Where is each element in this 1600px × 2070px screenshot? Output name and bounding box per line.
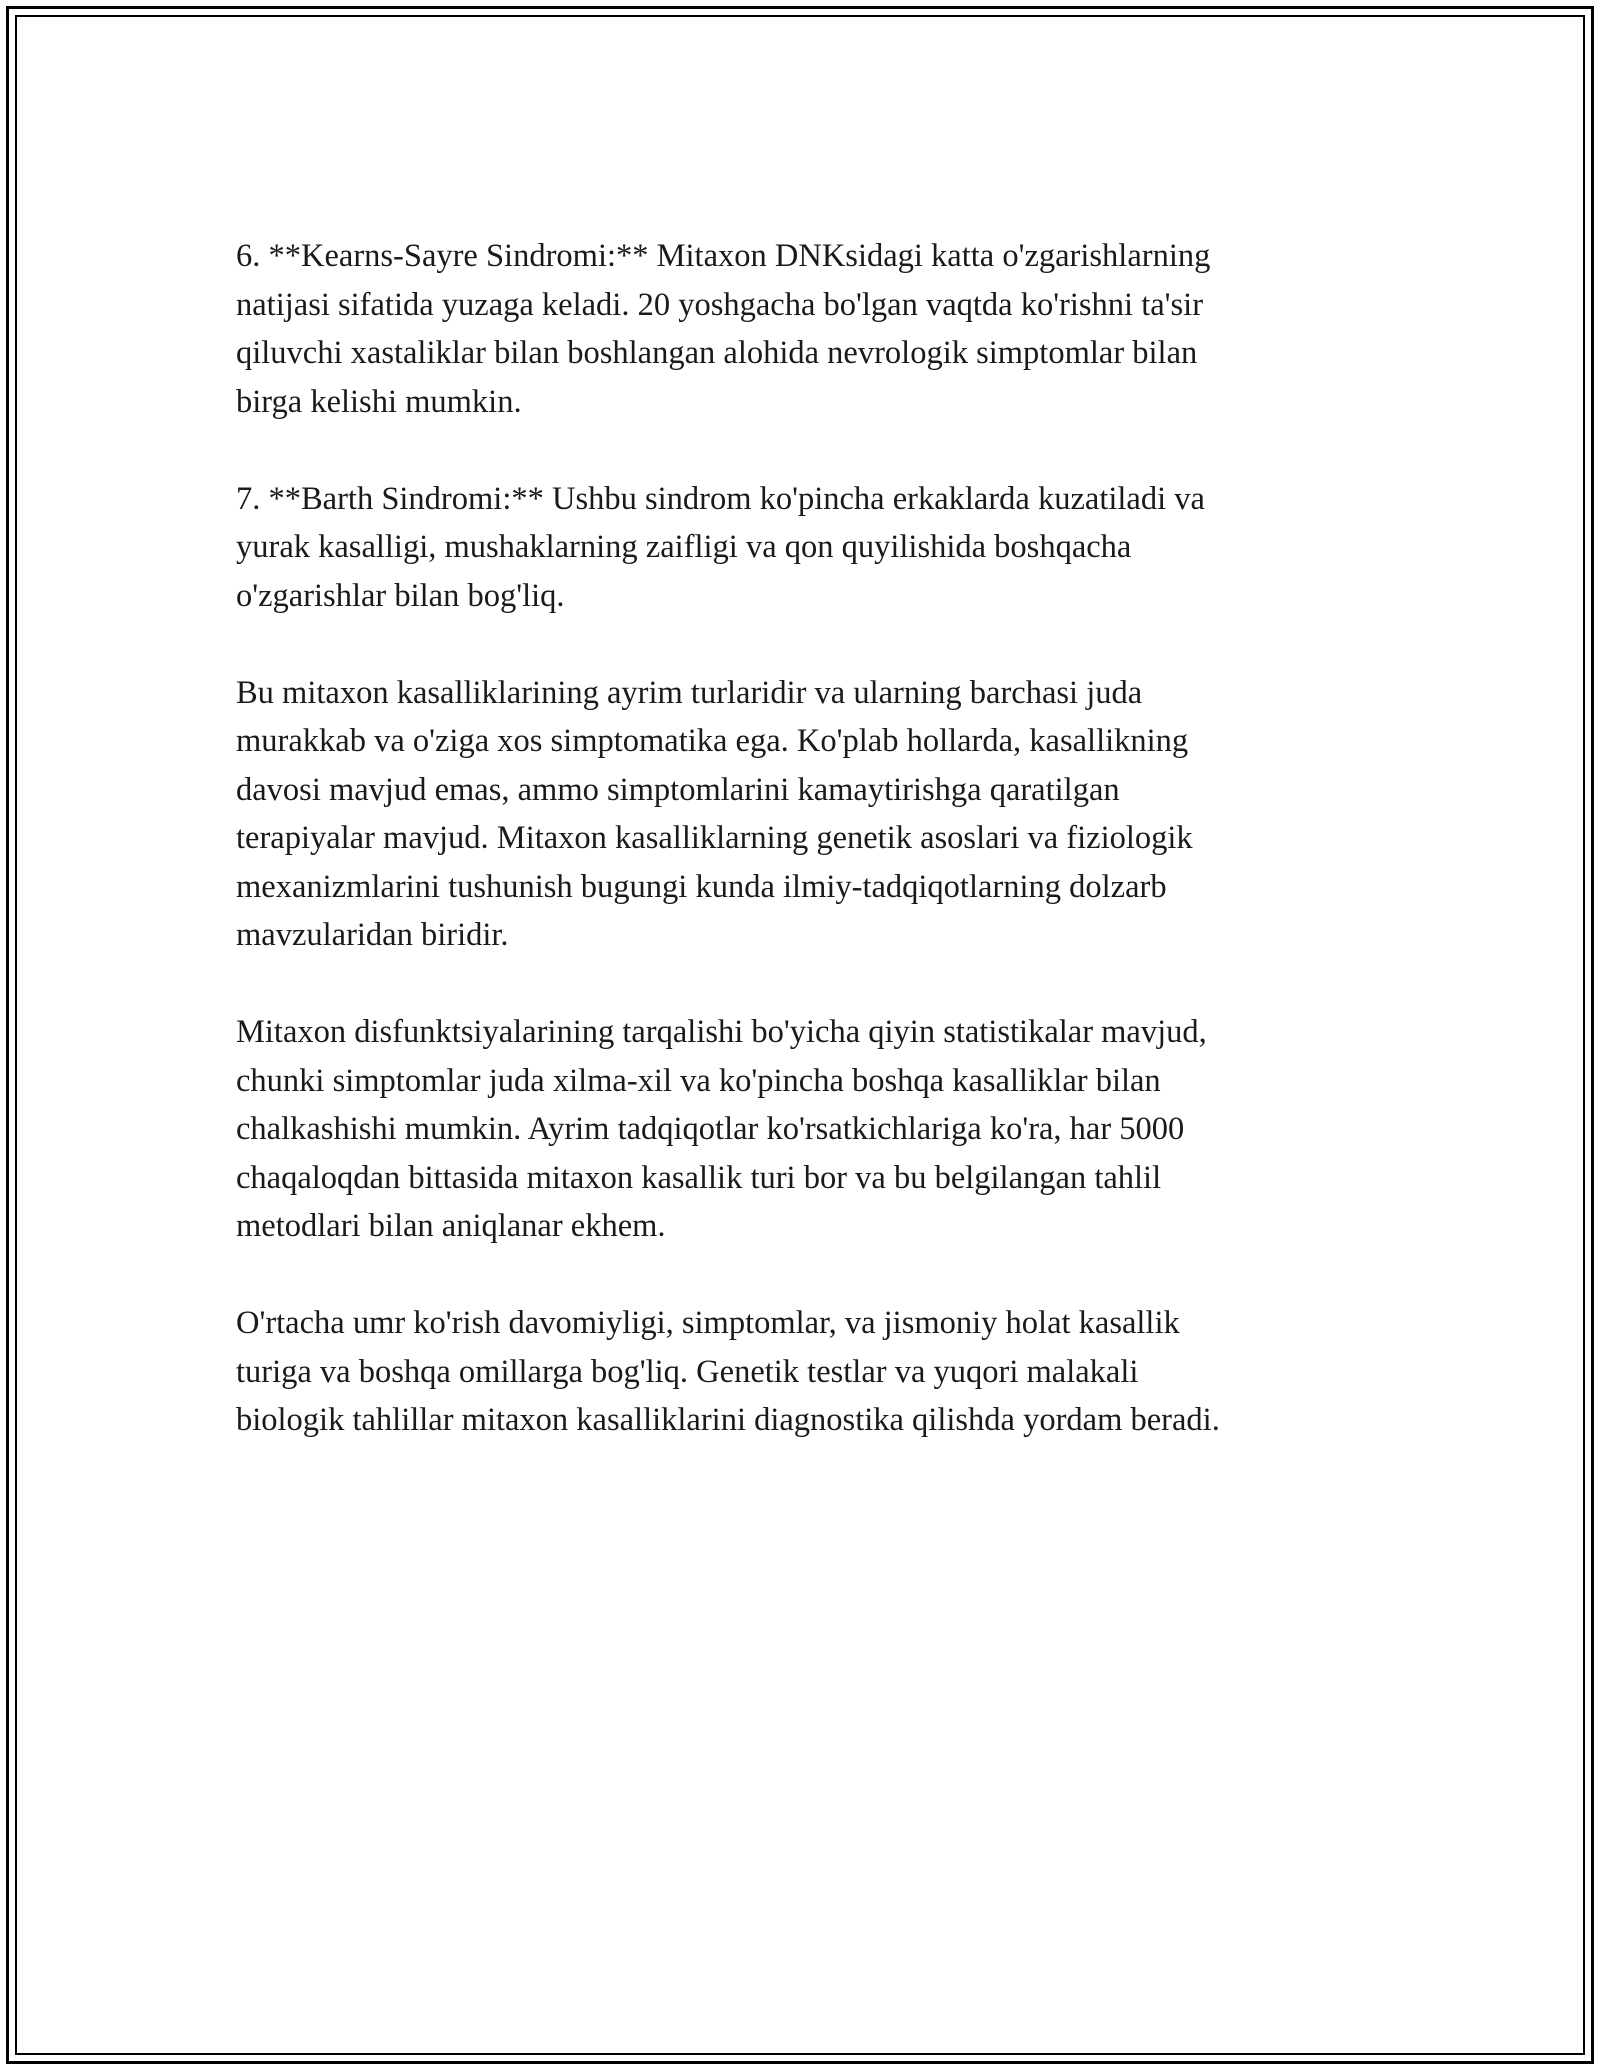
document-body xyxy=(236,232,1366,1493)
paragraph-barth: 7. **Barth Sindromi:** Ushbu sindrom ko'pincha erkaklarda kuzatiladi va yurak kasalligi, mushaklarning zaifligi va qon quyilishida boshqacha o'zgarishlar bilan bog'liq. xyxy=(236,480,1205,614)
paragraph-statistics: Mitaxon disfunktsiyalarining tarqalishi bo'yicha qiyin statistikalar mavjud, chunki simptomlar juda xilma-xil va ko'pincha boshqa kasalliklar bilan chalkashishi mumkin. Ayrim tadqiqotlar ko'rsatkichlariga ko'ra, har 5000 chaqaloqdan bittasida mitaxon kasallik turi bor va bu belgilangan tahlil metodlari bilan aniqlanar ekhem. xyxy=(236,1014,1207,1244)
paragraph-kearns-sayre: 6. **Kearns-Sayre Sindromi:** Mitaxon DNKsidagi katta o'zgarishlarning natijasi sifatida yuzaga keladi. 20 yoshgacha bo'lgan vaqtda ko'rishni ta'sir qiluvchi xastaliklar bilan boshlangan alohida nevrologik simptomlar bilan birga kelishi mumkin. xyxy=(236,238,1211,420)
paragraph-life-expectancy: O'rtacha umr ko'rish davomiyligi, simptomlar, va jismoniy holat kasallik turiga va boshqa omillarga bog'liq. Genetik testlar va yuqori malakali biologik tahlillar mitaxon kasalliklarini diagnostika qilishda yordam beradi. xyxy=(236,1305,1220,1438)
paragraph-overview: Bu mitaxon kasalliklarining ayrim turlaridir va ularning barchasi juda murakkab va o'ziga xos simptomatika ega. Ko'plab hollarda, kasallikning davosi mavjud emas, ammo simptomlarini kamaytirishga qaratilgan terapiyalar mavjud. Mitaxon kasalliklarning genetik asoslari va fiziologik mexanizmlarini tushunish bugungi kunda ilmiy-tadqiqotlarning dolzarb mavzularidan biridir. xyxy=(236,674,1193,953)
